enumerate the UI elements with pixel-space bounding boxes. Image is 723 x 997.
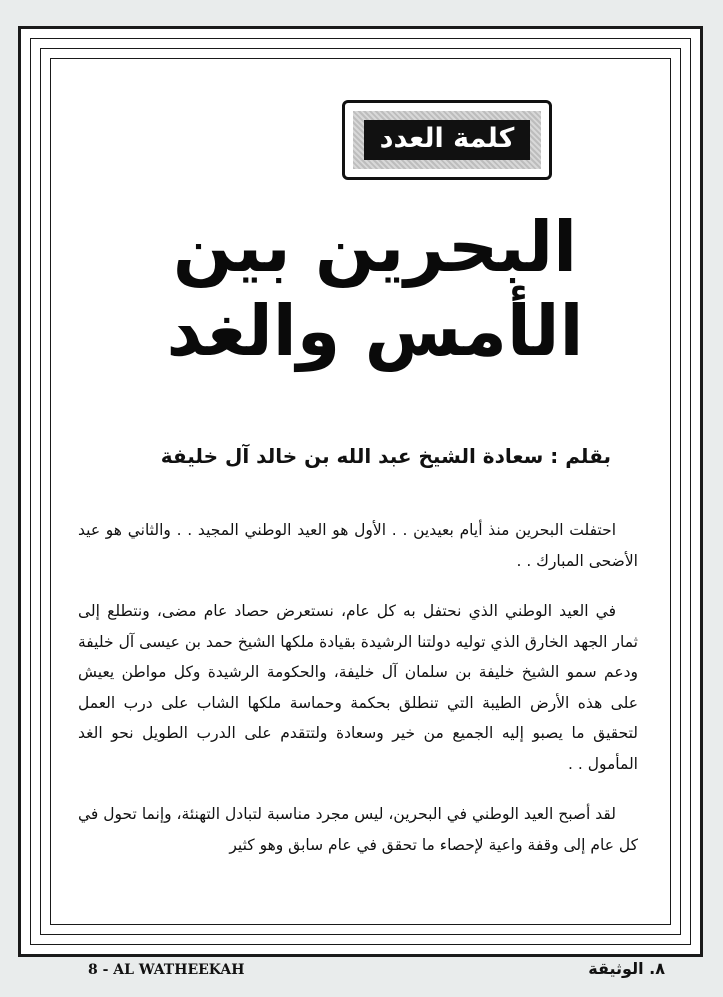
author-byline: بقلم : سعادة الشيخ عبد الله بن خالد آل خليفة <box>160 444 611 468</box>
section-badge <box>342 100 552 180</box>
paragraph-1: احتفلت البحرين منذ أيام بعيدين . . الأول هو العيد الوطني المجيد . . والثاني هو عيد الأضحى المبارك . . <box>78 521 638 570</box>
badge-pattern <box>353 111 541 169</box>
title-line-2: الأمس والغد <box>166 290 584 372</box>
footer-page-label-en: 8 - AL WATHEEKAH <box>88 962 245 978</box>
paragraph-2: في العيد الوطني الذي نحتفل به كل عام، نستعرض حصاد عام مضى، ونتطلع إلى ثمار الجهد الخارق الذي توليه دولتنا الرشيدة بقيادة ملكها الشيخ حمد بن عيسى آل خليفة ودعم سمو الشيخ خليفة بن سلمان آل خليفة، والحكومة الرشيدة وكل مواطن يعيش على هذه الأرض الطيبة التي تنطلق بحكمة وحماسة ملكها الشاب على درب العمل لتحقيق ما يصبو إليه الجميع من خير وسعادة ولتتقدم على الدرب الطويل نحو الغد المأمول . . <box>78 602 638 773</box>
title-line-1: البحرين بين <box>172 206 578 288</box>
paragraph-3: لقد أصبح العيد الوطني في البحرين، ليس مجرد مناسبة لتبادل التهنئة، وإنما تحول في كل عام إلى وقفة واعية لإحصاء ما تحقق في عام سابق وهو كثير <box>78 805 638 854</box>
page-footer <box>0 957 723 997</box>
article-body <box>78 515 638 880</box>
footer-page-label-ar: ٨. الوثيقة <box>588 959 665 978</box>
badge-label: كلمة العدد <box>364 120 531 160</box>
article-title <box>160 205 590 373</box>
